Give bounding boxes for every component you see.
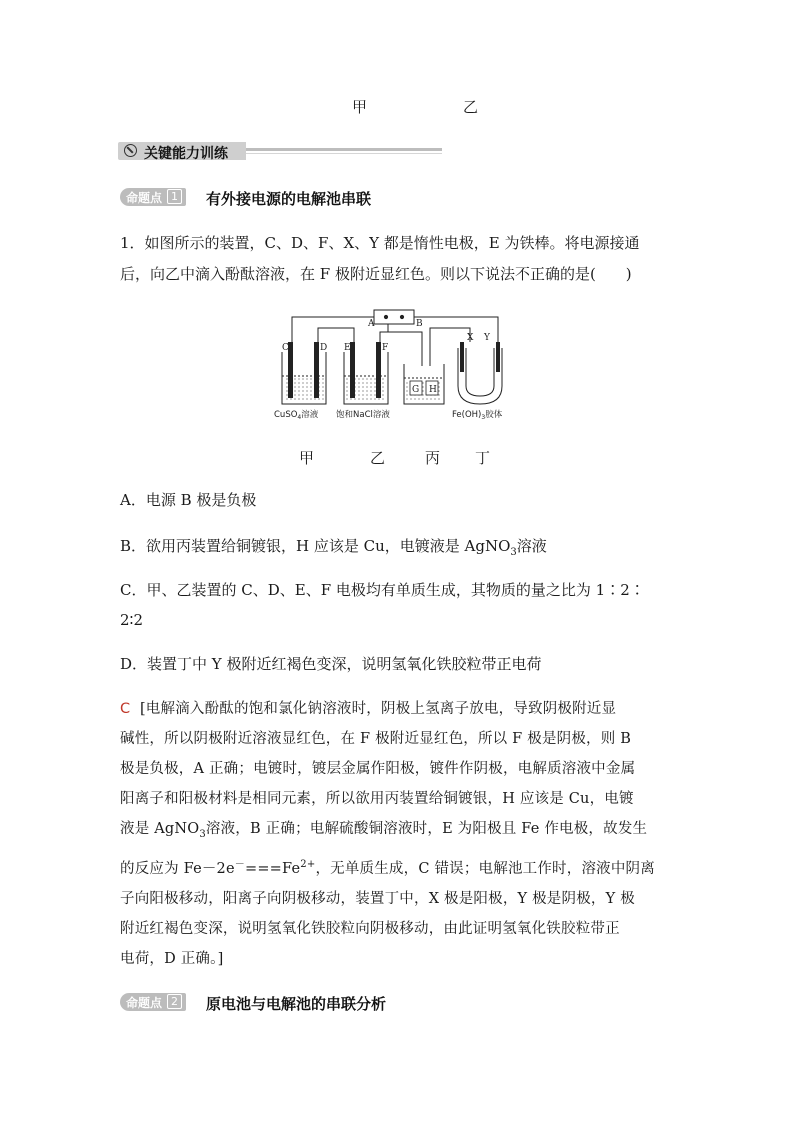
label-terminal-b: B [416, 319, 423, 329]
electrode-y [496, 342, 500, 372]
topic-badge: 命题点 [126, 191, 163, 205]
option-a: A．电源 B 极是负极 [120, 491, 257, 509]
option-c: C．甲、乙装置的 C、D、E、F 电极均有单质生成，其物质的量之比为 1∶2∶ 2∶2 [120, 581, 645, 629]
topic-title: 原电池与电解池的串联分析 [206, 995, 387, 1013]
electrode-x [460, 342, 464, 372]
topic-badge: 命题点 [126, 996, 163, 1010]
label-electrode-x: X [467, 333, 474, 343]
electrode-d [314, 342, 319, 398]
topic-header-2 [120, 993, 520, 1013]
solution-label-yi: 饱和NaCl溶液 [336, 410, 390, 420]
topic-number: 2 [167, 994, 182, 1009]
label-terminal-a: A [368, 319, 375, 329]
topic-header-1 [120, 188, 520, 208]
topic-title: 有外接电源的电解池串联 [206, 190, 372, 208]
label-electrode-y: Y [484, 333, 490, 343]
banner-title: 关键能力训练 [144, 146, 228, 162]
label-electrode-h: H [429, 385, 437, 395]
section-banner [118, 140, 444, 162]
label-electrode-d: D [320, 343, 328, 353]
label-electrode-e: E [344, 343, 351, 353]
option-b: B．欲用丙装置给铜镀银，H 应该是 Cu，电镀液是 AgNO$_3$溶液 [120, 537, 547, 558]
answer-explanation: C [电解滴入酚酞的饱和氯化钠溶液时，阴极上氢离子放电，导致阴极附近显 碱性，所以阴极附近溶液显红色，在 F 极附近显红色，所以 F 极是阴极，则 B 极是负极，A 正确；电镀时，镀层金属作阳极，镀件作阴极，电解质溶液中金属 阳离子和阳极材料是相同元素，所以欲用丙装置给铜镀银，H 应该是 Cu，电镀 液是 AgNO$_3$溶液，B 正确；电解硫酸铜溶液时，E 为阳极且 Fe 作电极，故发生 的反应为 $Fe-2e^-===Fe^{2+}$，无单质生成，C 错误；电解池工作时，溶液中阴离 子向阳极移动，阳离子向阴极移动，装置丁中，X 极是阳极，Y 极是阴极，Y 极 附近红褐色变深，说明氢氧化铁胶粒向阴极移动，由此证明氢氧化铁胶粒带正 电荷，D 正确。] [120, 701, 655, 967]
solution-label-jia: CuSO$_4$溶液 [274, 410, 319, 421]
electrode-e [350, 342, 355, 398]
answer-letter: C [120, 701, 131, 717]
question-stem: 1．如图所示的装置，C、D、F、X、Y 都是惰性电极，E 为铁棒。将电源接通 后，向乙中滴入酚酞溶液，在 F 极附近显红色。则以下说法不正确的是( ) [120, 234, 640, 283]
electrolysis-apparatus-figure [270, 306, 530, 426]
topic-number: 1 [167, 189, 182, 204]
pencil-icon [124, 144, 137, 157]
label-yi: 乙 [463, 98, 479, 116]
label-electrode-g: G [412, 385, 420, 395]
power-supply [374, 310, 414, 324]
option-d: D．装置丁中 Y 极附近红褐色变深，说明氢氧化铁胶粒带正电荷 [120, 655, 542, 673]
label-electrode-c: C [282, 343, 289, 353]
label-electrode-f: F [382, 343, 389, 353]
caption-yi: 乙 [370, 449, 386, 467]
label-jia: 甲 [352, 98, 368, 116]
caption-ding: 丁 [475, 449, 491, 467]
solution-label-ding: $Fe(OH)_3$胶体 [452, 410, 503, 421]
caption-jia: 甲 [299, 449, 315, 467]
electrode-f [376, 342, 381, 398]
caption-bing: 丙 [425, 449, 441, 467]
